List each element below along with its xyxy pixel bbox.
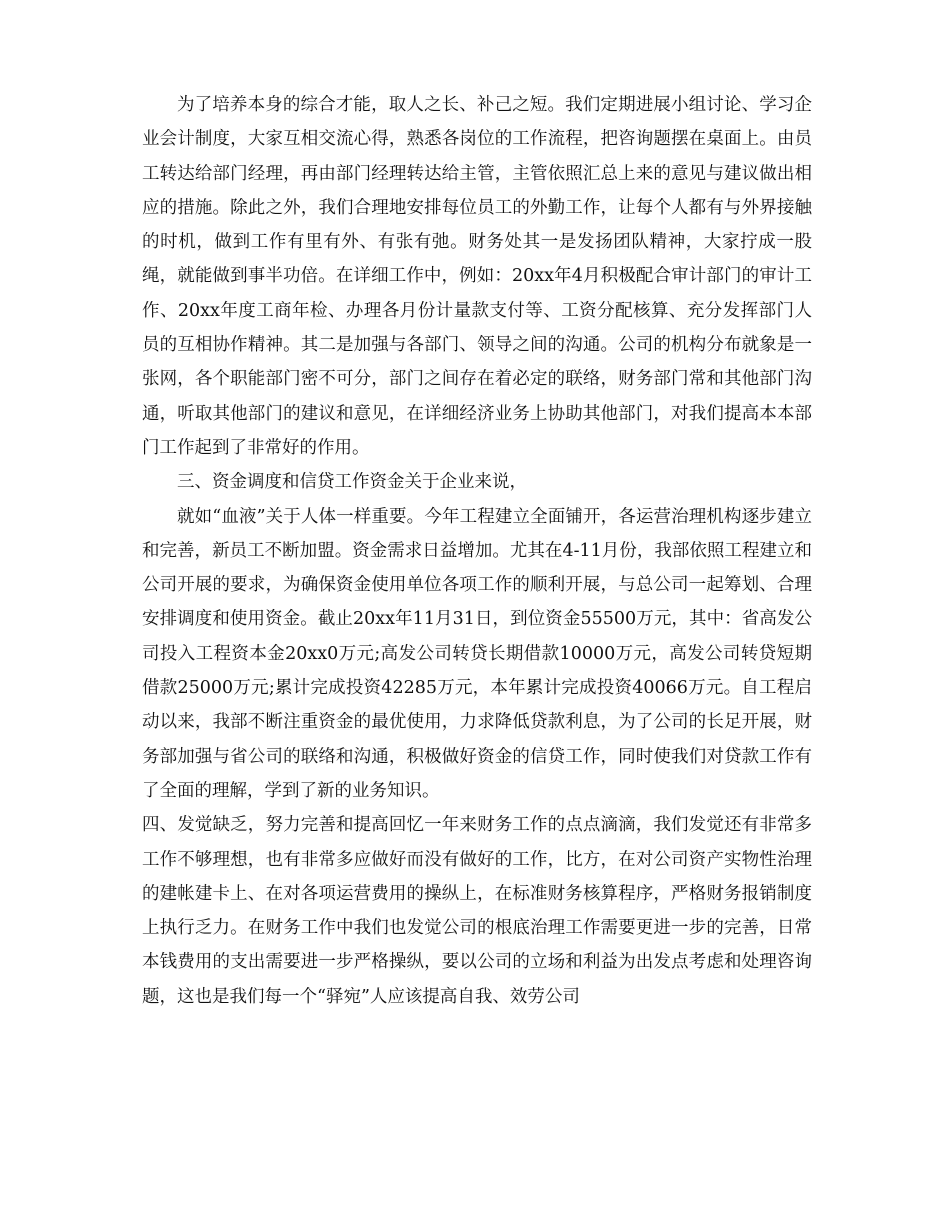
- paragraph-funding: 就如“血液”关于人体一样重要。今年工程建立全面铺开，各运营治理机构逐步建立和完善，新员工不断加盟。资金需求日益增加。尤其在4-11月份，我部依照工程建立和公司开展的要求，为确保资金使用单位各项工作的顺利开展，与总公司一起筹划、合理安排调度和使用资金。截止20xx年11月31日，到位资金55500万元，其中：省高发公司投入工程资本金20xx0万元;高发公司转贷长期借款10000万元，高发公司转贷短期借款25000万元;累计完成投资42285万元，本年累计完成投资40066万元。自工程启动以来，我部不断注重资金的最优使用，力求降低贷款利息，为了公司的长足开展，财务部加强与省公司的联络和沟通，积极做好资金的信贷工作，同时使我们对贷款工作有了全面的理解，学到了新的业务知识。: [142, 506, 812, 801]
- paragraph-section-4: 四、发觉缺乏，努力完善和提高回忆一年来财务工作的点点滴滴，我们发觉还有非常多工作不够理想，也有非常多应做好而没有做好的工作，比方，在对公司资产实物性治理的建帐建卡上、在对各项运营费用的操纵上，在标准财务核算程序，严格财务报销制度上执行乏力。在财务工作中我们也发觉公司的根底治理工作需要更进一步的完善，日常本钱费用的支出需要进一步严格操纵，要以公司的立场和利益为出发点考虑和处理咨询题，这也是我们每一个“驿宛”人应该提高自我、效劳公司: [142, 815, 812, 1007]
- paragraph-teamwork: 为了培养本身的综合才能，取人之长、补己之短。我们定期进展小组讨论、学习企业会计制度，大家互相交流心得，熟悉各岗位的工作流程，把咨询题摆在桌面上。由员工转达给部门经理，再由部门经理转达给主管，主管依照汇总上来的意见与建议做出相应的措施。除此之外，我们合理地安排每位员工的外勤工作，让每个人都有与外界接触的时机，做到工作有里有外、有张有弛。财务处其一是发扬团队精神，大家拧成一股绳，就能做到事半功倍。在详细工作中，例如：20xx年4月积极配合审计部门的审计工作、20xx年度工商年检、办理各月份计量款支付等、工资分配核算、充分发挥部门人员的互相协作精神。其二是加强与各部门、领导之间的沟通。公司的机构分布就象是一张网，各个职能部门密不可分，部门之间存在着必定的联络，财务部门常和其他部门沟通，听取其他部门的建议和意见，在详细经济业务上协助其他部门，对我们提高本本部门工作起到了非常好的作用。: [142, 95, 812, 458]
- document-body: [142, 88, 812, 1014]
- paragraph-section-3-heading: 三、资金调度和信贷工作资金关于企业来说，: [177, 472, 527, 493]
